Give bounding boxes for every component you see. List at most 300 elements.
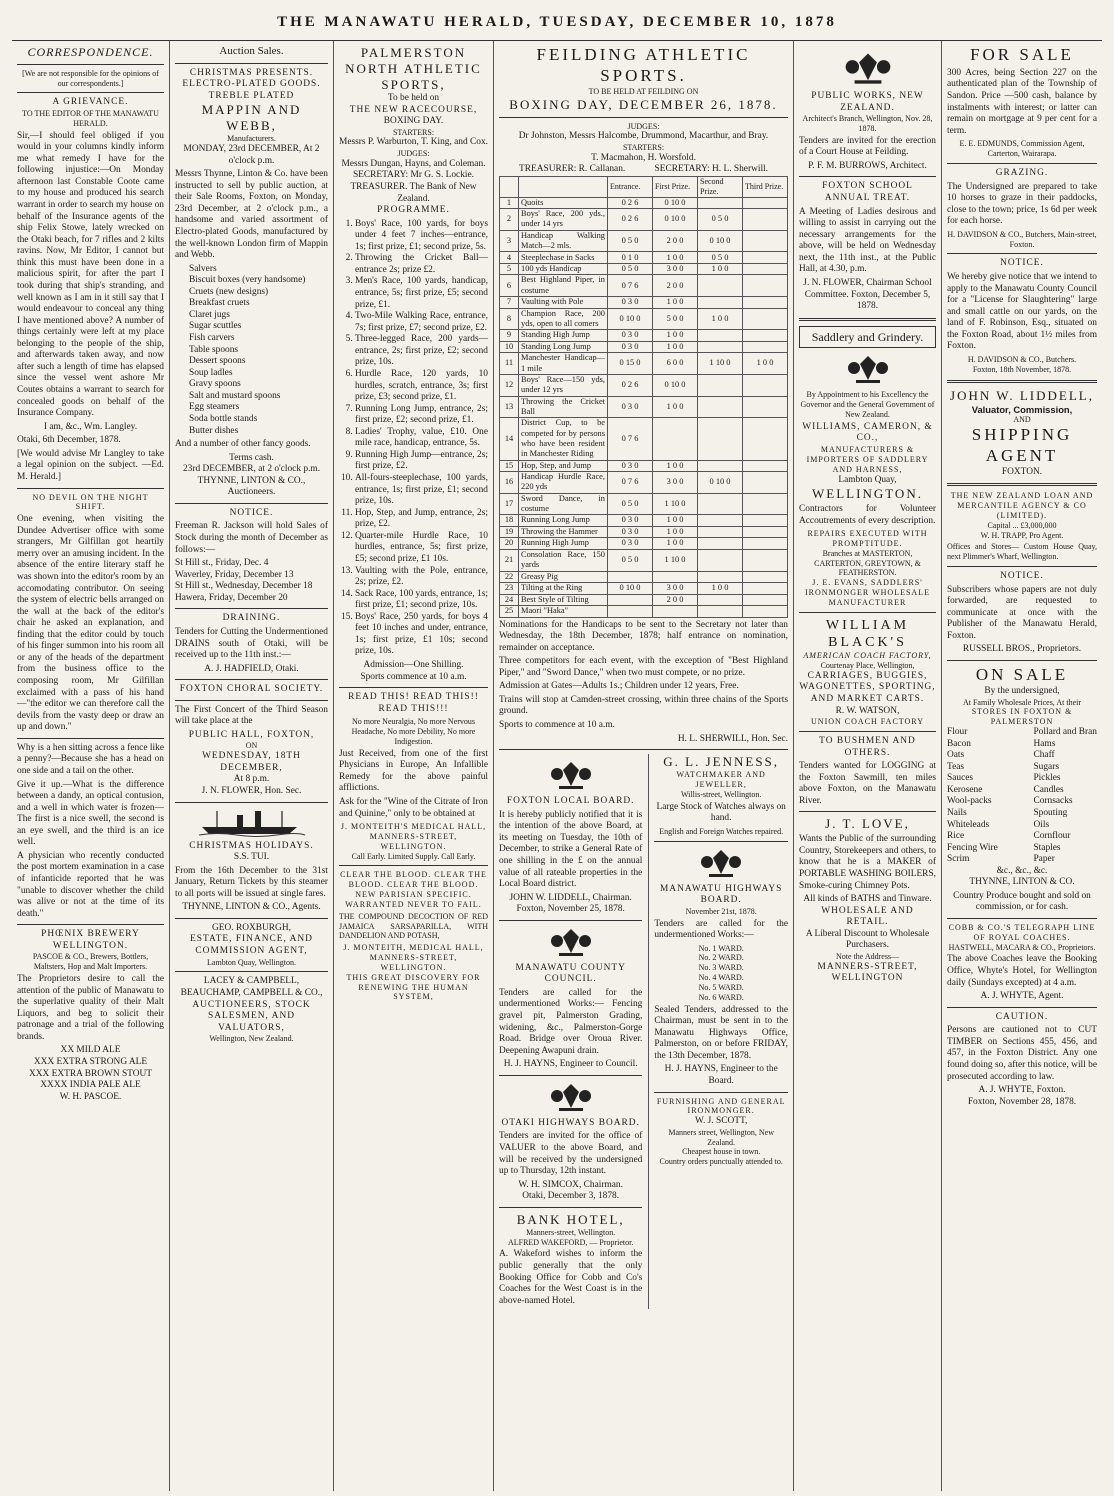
event-item: 4. Two-Mile Walking Race, entrance, 7s; first prize, £7; second prize, £2. <box>355 311 488 334</box>
prize-cell: Running High Jump <box>519 538 608 550</box>
prize-cell: Standing Long Jump <box>519 341 608 353</box>
prize-cell <box>743 263 788 275</box>
column-feilding-sports <box>494 41 794 1491</box>
notice-body: We hereby give notice that we intend to apply to the Manawatu County Council for a "License for Slaughtering" large and small cattle on our yards, on the land of F. Robinson, Esq., situated on the Foxton Road, about 1½ miles from Foxton. <box>947 271 1097 352</box>
wakeford: ALFRED WAKEFORD, — Proprietor. <box>507 1237 634 1247</box>
prize-cell: Vaulting with Pole <box>519 297 608 309</box>
manufacturers: Manufacturers. <box>227 134 276 144</box>
monteith: J. MONTEITH, MEDICAL HALL, MANNERS-STREET, WELLINGTON. <box>343 943 484 972</box>
county-title: MANAWATU COUNTY COUNCIL. <box>515 962 626 985</box>
notice-body: Freeman R. Jackson will hold Sales of Stock during the month of December as follows:— <box>175 521 328 555</box>
prize-cell: Steeplechase in Sacks <box>519 252 608 264</box>
beauchamp: BEAUCHAMP, CAMPBELL & CO., <box>180 987 323 998</box>
jenness: G. L. JENNESS, <box>663 754 780 770</box>
goods-left <box>947 727 998 866</box>
ale-item: XXX EXTRA BROWN STOUT <box>28 1068 152 1079</box>
concert-text: The First Concert of the Third Season will take place at the <box>175 704 328 727</box>
watson: R. W. WATSON, <box>835 705 900 716</box>
highways-body: Tenders are called for the undermentioned Works:— <box>654 918 788 941</box>
officers <box>499 164 788 176</box>
ward-label: No. 5 WARD. <box>698 982 744 992</box>
goods-item: Spouting <box>1033 807 1068 818</box>
public-works-title: PUBLIC WORKS, NEW ZEALAND. <box>811 91 924 113</box>
local-board-body: It is hereby publicly notified that it is the intention of the above Board, at its meeting on Tuesday, the 10th of December, to strike a General Rate of one shilling in the £ on the annual value of all rateable properties in the Local Board district. <box>499 809 643 890</box>
union-factory: UNION COACH FACTORY <box>811 717 924 727</box>
goods-item: Paper <box>1033 854 1055 865</box>
palmerston-title: PALMERSTON NORTH ATHLETIC SPORTS, <box>345 45 482 92</box>
prize-cell: 0 10 0 <box>698 230 743 252</box>
liddell-date: Foxton, November 25, 1878. <box>516 904 625 915</box>
prize-cell: 0 10 0 <box>653 374 698 396</box>
brewery-sign: W. H. PASCOE. <box>59 1091 122 1102</box>
prize-row <box>500 353 788 375</box>
prize-cell: 3 <box>500 230 519 252</box>
goods-item: Cornflour <box>1033 831 1071 842</box>
architect-branch: Architect's Branch, Wellington, Nov. 28, 1878. <box>802 114 933 133</box>
goods-item: Staples <box>1033 842 1061 853</box>
prize-cell <box>608 606 653 618</box>
goods-item: Oils <box>1033 819 1050 830</box>
event-item: 7. Running Long Jump, entrance, 2s; first prize, £2; second prize, £1. <box>355 404 488 427</box>
goods-item: Oats <box>947 750 965 761</box>
liddell: JOHN W. LIDDELL, <box>950 387 1094 403</box>
tui-sign: THYNNE, LINTON & CO., Agents. <box>182 902 321 913</box>
russell: RUSSELL BROS., Proprietors. <box>962 644 1082 655</box>
event-item: 11. Hop, Step, and Jump, entrance, 2s; prize, £2. <box>355 508 488 531</box>
prize-cell: 5 <box>500 263 519 275</box>
goods-item: Pollard and Bran <box>1033 727 1097 737</box>
thynne: THYNNE, LINTON & CO. <box>969 877 1075 888</box>
sports-time: Sports to commence at 10 a.m. <box>499 720 615 730</box>
grievance-place: Otaki, 6th December, 1878. <box>17 435 121 446</box>
electro-title: ELECTRO-PLATED GOODS. <box>182 79 321 90</box>
simcox-sign: W. H. SIMCOX, Chairman. <box>518 1179 623 1190</box>
prize-cell <box>698 330 743 342</box>
hen-joke: Why is a hen sitting across a fence like a penny?—Because she has a head on one side and a tail on the other. <box>17 742 164 776</box>
local-board-title: FOXTON LOCAL BOARD. <box>506 796 635 807</box>
admission: Admission—One Shilling. <box>363 660 464 671</box>
sale-date: Hawera, Friday, December 20 <box>175 592 288 603</box>
prize-cell: District Cup, to be competed for by persons who have been resident in Manchester Riding <box>519 418 608 460</box>
trains: Trains will stop at Camden-street crossing, within three chains of the Sports ground. <box>499 694 788 717</box>
evans: J. E. EVANS, SADDLERS' IRONMONGER WHOLESALE MANUFACTURER <box>805 578 930 607</box>
prize-cell: 2 0 0 <box>653 594 698 606</box>
columns <box>12 41 1102 1491</box>
feilding-day: BOXING DAY, DECEMBER 26, 1878. <box>509 96 778 112</box>
terms: Terms cash. <box>229 452 274 463</box>
love: J. T. LOVE, <box>825 816 910 832</box>
column-correspondence <box>12 41 170 1491</box>
clear-blood: CLEAR THE BLOOD. CLEAR THE BLOOD. CLEAR THE BLOOD. <box>340 870 487 890</box>
prize-cell: 12 <box>500 374 519 396</box>
trapp: W. H. TRAPP, Pro Agent. <box>980 530 1064 540</box>
whyte-date: Foxton, November 28, 1878. <box>967 1096 1077 1107</box>
prize-row <box>500 460 788 472</box>
prize-cell <box>698 396 743 418</box>
prize-cell <box>743 230 788 252</box>
prize-cell: 25 <box>500 606 519 618</box>
prize-cell: Quoits <box>519 197 608 209</box>
goods-item: Whiteleads <box>947 819 990 830</box>
prize-cell: 1 0 0 <box>743 353 788 375</box>
grievance-note: [We would advise Mr Langley to take a legal opinion on the subject. —Ed. M. Herald.] <box>17 448 164 482</box>
prize-row <box>500 526 788 538</box>
auction-item: Gravy spoons <box>189 379 241 390</box>
prize-cell: 0 5 0 <box>698 209 743 231</box>
event-item: 5. Three-legged Race, 200 yards—entrance, 2s; first prize, £2; second prize, 10s. <box>355 334 488 369</box>
prize-cell <box>653 571 698 583</box>
read-this: READ THIS! READ THIS!! READ THIS!!! <box>348 692 479 714</box>
goods-item: Nails <box>947 807 967 818</box>
prize-row <box>500 330 788 342</box>
col4-right <box>648 754 788 1309</box>
lambton: Lambton Quay, Wellington. <box>207 957 296 967</box>
prize-table <box>499 176 788 618</box>
starters-label: STARTERS: <box>392 127 435 137</box>
sale-date: St Hill st., Wednesday, December 18 <box>175 581 313 592</box>
goods-item: Candles <box>1033 784 1064 795</box>
prize-cell: 1 0 0 <box>653 330 698 342</box>
event-item: 10. All-fours-steeplechase, 100 yards, entrance, 1s; first prize, £1; second prize, 10s. <box>355 473 488 508</box>
discount: A Liberal Discount to Wholesale Purchasers. <box>805 928 930 951</box>
on-sale: ON SALE <box>975 665 1069 685</box>
saddlery-title: Saddlery and Grindery. <box>799 326 936 349</box>
produce: Country Produce bought and sold on commission, or for cash. <box>953 890 1091 913</box>
column-classifieds <box>942 41 1102 1491</box>
prize-cell: 7 <box>500 297 519 309</box>
giveup-joke: Give it up.—What is the difference between a dandy, an optical contusion, and a well in which water is frozen—The first is a nice swell, the second is an eye swell, and the third is an ice well. <box>17 779 164 848</box>
crest-icon <box>549 758 593 792</box>
bushmen-title: TO BUSHMEN AND OTHERS. <box>819 735 916 758</box>
prize-cell: Maori "Haka" <box>519 606 608 618</box>
prize-cell: 0 10 0 <box>653 197 698 209</box>
prize-cell <box>743 396 788 418</box>
auction-item: Claret jugs <box>189 309 230 320</box>
sealed-tenders: Sealed Tenders, addressed to the Chairman, must be sent in to the Manawatu Highways Office, Palmerston, on or before FRIDAY, the 13th December, 1878. <box>654 1004 788 1061</box>
judges-label: JUDGES: <box>627 121 660 131</box>
prize-cell <box>743 341 788 353</box>
prize-cell <box>743 538 788 550</box>
prize-cell: Handicap Hurdle Race, 220 yds <box>519 472 608 494</box>
goods-item: Sauces <box>947 773 974 784</box>
by-undersigned: By the undersigned, <box>984 685 1060 696</box>
prize-row <box>500 418 788 460</box>
prize-cell <box>608 571 653 583</box>
crest-icon <box>549 1080 593 1114</box>
event-item: 3. Men's Race, 100 yards, handicap, entrance, 5s; first prize, £5; second prize, £1. <box>355 276 488 311</box>
prize-cell <box>653 606 698 618</box>
prize-cell: 1 10 0 <box>653 493 698 515</box>
hayns-engineer: H. J. HAYNS, Engineer to the Board. <box>664 1064 778 1086</box>
prize-cell: 0 2 6 <box>608 197 653 209</box>
goods-item: Scrim <box>947 854 970 865</box>
prize-row <box>500 606 788 618</box>
prize-row <box>500 571 788 583</box>
roxburgh: GEO. ROXBURGH, <box>212 922 291 933</box>
prize-cell: 23 <box>500 583 519 595</box>
holidays-title: CHRISTMAS HOLIDAYS. <box>189 840 314 851</box>
prize-cell <box>698 197 743 209</box>
prize-cell: Sword Dance, in costume <box>519 493 608 515</box>
competitors: Three competitors for each event, with the exception of "Best Highland Piper," and "Sword Dance," when two must compete, or no prize. <box>499 656 788 678</box>
prize-cell: 0 3 0 <box>608 460 653 472</box>
prize-cell <box>698 538 743 550</box>
prize-row <box>500 341 788 353</box>
goods-item: Kerosene <box>947 784 983 795</box>
prize-cell: Best Highland Piper, in costume <box>519 275 608 297</box>
prize-cell <box>743 252 788 264</box>
goods-item: Teas <box>947 761 965 772</box>
col4-left <box>499 754 642 1309</box>
neuralgia: No more Neuralgia, No more Nervous Headache, No more Debility, No more Indigestion. <box>351 717 476 746</box>
prize-cell: 3 0 0 <box>653 472 698 494</box>
watchmaker: WATCHMAKER AND JEWELLER, <box>676 770 766 789</box>
grievance-title: A GRIEVANCE. <box>52 97 129 108</box>
grazing-body: The Undersigned are prepared to take 10 horses to graze in their paddocks, close to the town; price, 1s 6d per week for each horse. <box>947 181 1097 227</box>
davidson2: H. DAVIDSON & CO., Butchers. <box>967 354 1077 364</box>
auction-item: Salvers <box>189 263 217 274</box>
prize-cell: 3 0 0 <box>653 583 698 595</box>
highways-date: November 21st, 1878. <box>685 906 757 916</box>
concert-hall: PUBLIC HALL, FOXTON, <box>188 729 315 740</box>
devil-body: One evening, when visiting the Dundee Advertiser office with some strangers, Mr Gilfillan got heartily merry over an amusing incident. In the absence of the entire literary staff he was shown into the editor's room by an accomodating contributor. On seeing the system of electric bells arranged on the wall at the back of the editor's chair he asked an explanation, and finding that the editor could by touch of his finger summon into his room all or any of the heads of the department from the business office to the composing room, Mr Gilfillan exclaimed with a pass of his hand—"the editor we can therefore call the devils from the vasty deep or draw an up and down." <box>17 514 164 733</box>
courtenay: Courtenay Place, Wellington, <box>820 661 915 671</box>
prize-cell <box>698 571 743 583</box>
draining-title: DRAINING. <box>222 613 281 624</box>
auctioneers: AUCTIONEERS, STOCK SALESMEN, AND VALUATORS, <box>192 999 311 1033</box>
baths: All kinds of BATHS and Tinware. <box>803 894 932 905</box>
crest-icon <box>843 49 893 87</box>
prize-cell: 20 <box>500 538 519 550</box>
etc: &c., &c., &c. <box>996 865 1048 876</box>
crest-icon <box>549 925 593 959</box>
prize-cell: 1 0 0 <box>653 252 698 264</box>
prize-cell <box>698 606 743 618</box>
ask-for: Ask for the "Wine of the Citrate of Iron and Quinine," only to be obtained at <box>339 797 488 819</box>
goods-item: Pickles <box>1033 773 1061 784</box>
prize-cell: 6 0 0 <box>653 353 698 375</box>
prize-header: Entrance. <box>608 176 653 197</box>
valuator: Valuator, Commission, <box>971 403 1073 415</box>
prize-cell: 2 <box>500 209 519 231</box>
prize-cell <box>743 526 788 538</box>
event-item: 9. Running High Jump—entrance, 2s; first prize, £2. <box>355 450 488 473</box>
prize-cell: 1 0 0 <box>653 460 698 472</box>
crest-icon <box>699 846 743 880</box>
lambton-quay: Lambton Quay, <box>838 474 897 485</box>
prize-cell: 2 0 0 <box>653 275 698 297</box>
goods-item: Bacon <box>947 738 971 749</box>
prize-cell <box>743 549 788 571</box>
goods-item: Sugars <box>1033 761 1059 772</box>
prize-row <box>500 209 788 231</box>
highways-title: MANAWATU HIGHWAYS BOARD. <box>659 883 783 906</box>
logging: Tenders wanted for LOGGING at the Foxton Sawmill, ten miles above Foxton, on the Manawatu River. <box>799 761 936 806</box>
bank-hotel: BANK HOTEL, <box>516 1211 625 1227</box>
prize-cell <box>743 472 788 494</box>
prize-cell: 21 <box>500 549 519 571</box>
prize-cell: 1 0 0 <box>653 526 698 538</box>
secretary: SECRETARY: Mr G. S. Lockie. <box>352 170 475 181</box>
wholesale: WHOLESALE AND RETAIL. <box>821 905 914 928</box>
prize-header: Third Prize. <box>743 176 788 197</box>
col4-lower <box>499 754 788 1309</box>
steamer-icon <box>197 807 307 837</box>
prize-cell: 0 10 0 <box>698 472 743 494</box>
cheapest: Cheapest house in town. <box>682 1147 761 1157</box>
prize-row <box>500 197 788 209</box>
held-on: To be held on <box>387 92 440 103</box>
notice-title: NOTICE. <box>1000 258 1044 269</box>
prize-cell: 5 0 0 <box>653 308 698 330</box>
prize-cell <box>743 275 788 297</box>
prize-cell: 19 <box>500 526 519 538</box>
county-body: Tenders are called for the undermentioned Works:— Fencing gravel pit, Palmerston Grading, widening, &c., Palmerston-Gorge Road. Bridge over Oroua River. Deepening Awapuni drain. <box>499 987 643 1056</box>
event-list <box>355 219 488 658</box>
prize-cell: 0 3 0 <box>608 526 653 538</box>
prize-cell: 1 0 0 <box>653 297 698 309</box>
prize-cell: Running Long Jump <box>519 515 608 527</box>
auction-item: Sugar scuttles <box>189 321 242 332</box>
prize-cell <box>743 571 788 583</box>
prize-cell: 0 10 0 <box>608 308 653 330</box>
prize-cell: 0 7 6 <box>608 418 653 460</box>
davidson: H. DAVIDSON & CO., Butchers, Main-street, Foxton. <box>947 229 1097 249</box>
prize-cell <box>743 594 788 606</box>
feilding-title: FEILDING ATHLETIC SPORTS. <box>536 45 751 85</box>
prize-cell: 2 0 0 <box>653 230 698 252</box>
treasurer: TREASURER: R. Callanan. <box>519 164 626 175</box>
prize-cell: 1 0 0 <box>653 341 698 353</box>
event-item: 14. Sack Race, 100 yards, entrance, 1s; first prize, £1; second prize, 10s. <box>355 589 488 612</box>
prize-cell <box>743 583 788 595</box>
concert-on: ON <box>245 741 258 751</box>
goods-item: Rice <box>947 831 965 842</box>
prize-cell <box>698 297 743 309</box>
watch-stock: Large Stock of Watches always on hand. <box>656 801 786 824</box>
masthead: THE MANAWATU HERALD, TUESDAY, DECEMBER 10, 1878 <box>12 0 1102 41</box>
prize-cell <box>743 374 788 396</box>
event-item: 8. Ladies' Trophy, value, £10. One mile race, handicap, entrance, 5s. <box>355 427 488 450</box>
prize-cell: 16 <box>500 472 519 494</box>
xmas-title: CHRISTMAS PRESENTS. <box>189 67 314 78</box>
whyte2: A. J. WHYTE, Foxton. <box>978 1085 1066 1096</box>
prize-cell: 24 <box>500 594 519 606</box>
mappin-title: MAPPIN AND WEBB, <box>201 102 302 134</box>
auction-title: Auction Sales. <box>219 45 284 57</box>
prize-cell: 1 0 0 <box>698 263 743 275</box>
prize-cell: Manchester Handicap—1 mile <box>519 353 608 375</box>
column-public-works <box>794 41 942 1491</box>
school-body: A Meeting of Ladies desirous and willing to assist in carrying out the necessary arrangements for the above, will be held on Wednesday next, the 11th inst., at the Public Hall, at 4.30, p.m. <box>799 206 936 275</box>
prize-cell: 18 <box>500 515 519 527</box>
hayns-sign: H. J. HAYNS, Engineer to Council. <box>503 1059 638 1070</box>
notice2-title: NOTICE. <box>1000 571 1044 582</box>
goods-right <box>1033 727 1097 866</box>
caution-title: CAUTION. <box>995 1011 1049 1022</box>
concert-time: At 8 p.m. <box>233 774 270 785</box>
prize-cell: Standing High Jump <box>519 330 608 342</box>
auction-item: Table spoons <box>189 344 239 355</box>
whyte: A. J. WHYTE, Agent. <box>980 991 1064 1002</box>
goods-item: Cornsacks <box>1033 796 1073 807</box>
prize-cell: 1 10 0 <box>698 353 743 375</box>
sports-time: Sports commence at 10 a.m. <box>360 671 467 682</box>
prize-cell: 6 <box>500 275 519 297</box>
edmunds: E. E. EDMUNDS, Commission Agent, Carterton, Wairarapa. <box>959 139 1085 159</box>
auction-items <box>175 264 328 437</box>
column-palmerston-sports <box>334 41 494 1491</box>
ward-label: No. 6 WARD. <box>698 992 744 1002</box>
prize-cell <box>653 418 698 460</box>
prize-row <box>500 583 788 595</box>
prize-cell: 0 5 0 <box>608 549 653 571</box>
goods-item: Wool-packs <box>947 796 992 807</box>
prize-cell: Boys' Race, 200 yds., under 14 yrs <box>519 209 608 231</box>
prize-cell <box>743 460 788 472</box>
watch-repairs: English and Foreign Watches repaired. <box>659 826 784 836</box>
column-auctions <box>170 41 334 1491</box>
coach-factory: AMERICAN COACH FACTORY, <box>803 651 932 661</box>
prize-cell: 1 0 0 <box>698 308 743 330</box>
prize-cell: 100 yds Handicap <box>519 263 608 275</box>
auction-date: MONDAY, 23rd DECEMBER, At 2 o'clock p.m. <box>183 144 320 166</box>
prize-row <box>500 275 788 297</box>
physician-note: A physician who recently conducted the post mortem examination in a case of infanticide reported that he was "unable to discover whether the child was alive or not at the time of its death." <box>17 850 164 919</box>
prize-cell <box>698 549 743 571</box>
prize-cell: 8 <box>500 308 519 330</box>
prize-header <box>519 176 608 197</box>
prize-cell: 1 0 0 <box>698 583 743 595</box>
otaki-date: Otaki, December 3, 1878. <box>522 1191 620 1202</box>
sale-date: Waverley, Friday, December 13 <box>175 569 294 580</box>
draining-body: Tenders for Cutting the Undermentioned DRAINS south of Otaki, will be received up to the 11th inst.:— <box>175 626 328 661</box>
prize-row <box>500 493 788 515</box>
treasurer: TREASURER. The Bank of New Zealand. <box>350 181 477 204</box>
goods-item: Flour <box>947 727 968 737</box>
scott-address: Manners street, Wellington, New Zealand. <box>668 1127 774 1147</box>
prize-cell: 0 10 0 <box>653 209 698 231</box>
prize-cell <box>698 594 743 606</box>
appointment: By Appointment to his Excellency the Governor and the General Government of New Zealand. <box>800 390 935 420</box>
foxton-date: Foxton, 18th November, 1878. <box>972 364 1072 374</box>
prize-cell: 22 <box>500 571 519 583</box>
capital: Capital ... £3,000,000 <box>987 520 1057 530</box>
prize-cell <box>743 515 788 527</box>
ale-list <box>17 1045 164 1091</box>
prize-cell: 17 <box>500 493 519 515</box>
foxton: FOXTON. <box>1001 466 1043 477</box>
auction-firm: THYNNE, LINTON & CO., Auctioneers. <box>197 475 306 498</box>
prize-cell: 3 0 0 <box>653 263 698 275</box>
prize-cell: 15 <box>500 460 519 472</box>
prize-cell <box>743 330 788 342</box>
prize-header-row <box>500 176 788 197</box>
judges-label: JUDGES: <box>397 149 430 159</box>
prize-cell <box>743 197 788 209</box>
feilding-held: TO BE HELD AT FEILDING ON <box>588 86 699 96</box>
hadfield: A. J. HADFIELD, Otaki. <box>204 663 299 674</box>
black-title: WILLIAM BLACK'S <box>825 617 910 651</box>
auction-item: Salt and mustard spoons <box>189 390 281 401</box>
bank-place: Manners-street, Wellington. <box>526 1227 616 1237</box>
prize-cell: 0 3 0 <box>608 297 653 309</box>
ward-label: No. 1 WARD. <box>698 943 744 953</box>
prize-cell: 9 <box>500 330 519 342</box>
prize-row <box>500 538 788 550</box>
prize-cell: 11 <box>500 353 519 375</box>
treble-title: TREBLE PLATED <box>208 90 295 101</box>
